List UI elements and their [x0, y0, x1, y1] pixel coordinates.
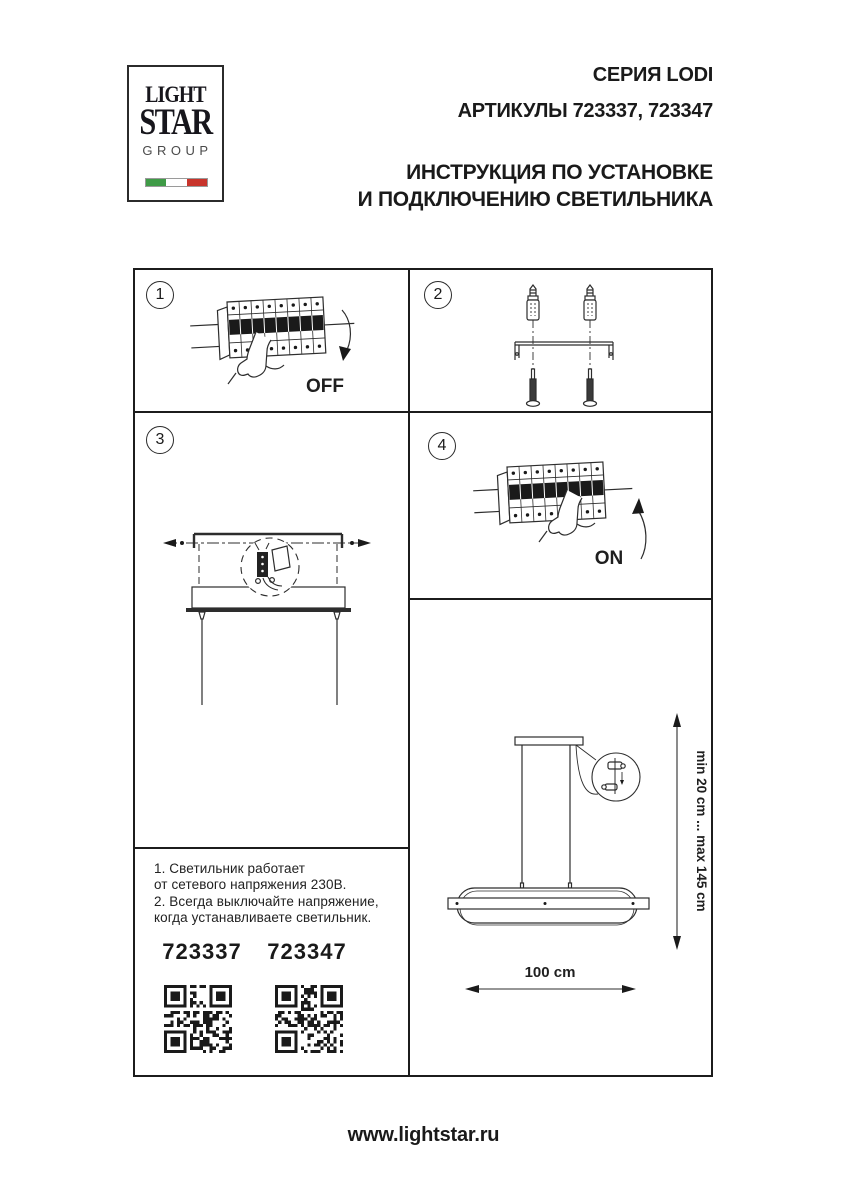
- step2-number: 2: [433, 286, 443, 303]
- italian-flag-icon: [145, 178, 208, 187]
- off-label: OFF: [306, 376, 344, 397]
- ceiling-mount-drawing: [135, 413, 408, 847]
- breaker-on-drawing: [410, 413, 713, 598]
- detail-circle: [592, 753, 640, 801]
- step3-number-badge: [146, 426, 174, 454]
- mounting-hardware-drawing: [410, 270, 713, 411]
- logo-text-star: STAR: [139, 102, 212, 143]
- step2-number-badge: [424, 281, 452, 309]
- lamp-dimensions-cell: [410, 600, 711, 1075]
- note-line2: от сетевого напряжения 230В.: [154, 877, 347, 893]
- header: [358, 64, 713, 214]
- article-number-723337: 723337: [162, 939, 242, 964]
- suspension-cables: [522, 745, 570, 883]
- lightstar-logo: [127, 65, 224, 202]
- height-range-label: min 20 cm ... max 145 cm: [694, 750, 709, 912]
- qr-code-723347: [275, 985, 343, 1053]
- safety-notes: [154, 861, 379, 926]
- mounting-bracket: [515, 342, 613, 360]
- arrow-up-icon: [638, 510, 646, 559]
- screw-icon: [584, 369, 597, 406]
- series-title: СЕРИЯ LODI: [592, 64, 713, 86]
- arrow-right-icon: [358, 539, 371, 547]
- step1-number: 1: [155, 286, 165, 303]
- flag-green: [146, 179, 166, 186]
- screw-icon: [527, 369, 540, 406]
- article-number-723347: 723347: [267, 939, 347, 964]
- instruction-title-line1: ИНСТРУКЦИЯ ПО УСТАНОВКЕ: [406, 161, 713, 184]
- arrow-down-icon: [342, 310, 350, 350]
- wall-anchor-icon: [584, 285, 596, 320]
- ceiling-canopy: [515, 737, 583, 745]
- lamp-bar: [448, 898, 649, 909]
- note-line1: 1. Светильник работает: [154, 861, 306, 876]
- note-line3: 2. Всегда выключайте напряжение,: [154, 893, 379, 909]
- instruction-title-line2: И ПОДКЛЮЧЕНИЮ СВЕТИЛЬНИКА: [357, 187, 713, 211]
- grid-right-column: [410, 270, 711, 1075]
- articles-line: АРТИКУЛЫ 723337, 723347: [457, 100, 713, 122]
- pendant-lamp-drawing: [410, 600, 713, 1077]
- step2-cell: [410, 270, 711, 413]
- flag-white: [166, 179, 186, 186]
- arrow-left-icon: [163, 539, 176, 547]
- qr-code-723337: [164, 985, 232, 1053]
- on-label: ON: [594, 548, 624, 569]
- step1-cell: [135, 270, 408, 413]
- wall-anchor-icon: [527, 285, 539, 320]
- notes-cell: [135, 849, 408, 1075]
- flag-red: [187, 179, 207, 186]
- step3-number: 3: [155, 431, 165, 448]
- logo-text-light: LIGHT: [145, 82, 206, 107]
- step4-number: 4: [437, 437, 447, 454]
- width-label: 100 cm: [524, 964, 576, 981]
- grid-left-column: [135, 270, 410, 1075]
- instruction-grid: [133, 268, 713, 1077]
- website-url: www.lightstar.ru: [347, 1124, 500, 1146]
- logo-text-group: GROUP: [142, 143, 213, 159]
- breaker-off-drawing: [135, 270, 408, 411]
- step1-number-badge: [146, 281, 174, 309]
- step4-number-badge: [428, 432, 456, 460]
- step4-cell: [410, 413, 711, 600]
- step3-cell: [135, 413, 408, 849]
- note-line4: когда устанавливаете светильник.: [154, 909, 372, 925]
